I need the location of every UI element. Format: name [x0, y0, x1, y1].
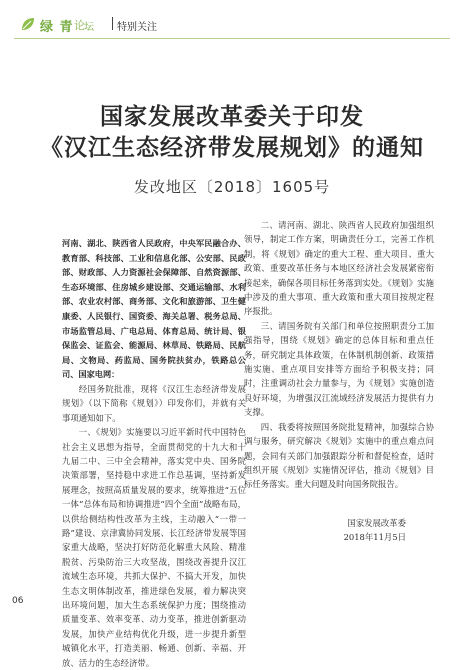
text-column-left	[62, 236, 246, 670]
document-number: 发改地区〔2018〕1605号	[133, 178, 331, 196]
paragraph-1: 一、《规划》实施要以习近平新时代中国特色社会主义思想为指导，全面贯彻党的十九大和十九届二中、三中全会精神，落实党中央、国务院决策部署，坚持稳中求进工作总基调，坚持新发展理念，按照高质量发展的要求，统筹推进“五位一体”总体布局和协调推进“四个全面”战略布局，以供给侧结构性改革为主线，主动融入“一带一路”建设、京津冀协同发展、长江经济带发展等国家重大战略，坚决打好防范化解重大风险、精准脱贫、污染防治三大攻坚战，围绕改善提升汉江流域生态环境，共抓大保护、不搞大开发，加快生态文明体制改革，推进绿色发展，着力解决突出环境问题，加大生态系统保护力度；围绕推动质量变革、效率变革、动力变革，推进创新驱动发展，加快产业结构优化升级，进一步提升新型城镇化水平，打造美丽、畅通、创新、幸福、开放、活力的生态经济带。	[62, 427, 246, 668]
article-title-line1: 国家发展改革委关于印发	[100, 104, 364, 130]
paragraph-4: 四、我委将按照国务院批复精神，加强综合协调与服务，研究解决《规划》实施中的重点难点问题，会同有关部门加强跟踪分析和督促检查，适时组织开展《规划》实施情况评估，推动《规划》目标任务落实。重大问题及时向国务院报告。	[244, 421, 434, 490]
header-divider	[112, 17, 113, 30]
leaf-icon	[20, 16, 36, 32]
magazine-logo-char: 论	[74, 19, 85, 32]
article-title-line2: 《汉江生态经济带发展规划》的通知	[40, 135, 424, 161]
signature: 国家发展改革委	[347, 517, 406, 528]
date: 2018年11月5日	[343, 532, 406, 543]
magazine-logo-char-2: 坛	[84, 22, 94, 33]
paragraph-3: 三、请国务院有关部门和单位按照职责分工加强指导，围绕《规划》确定的总体目标和重点任务，研究制定具体政策，在体制机制创新、政策措施实施、重点项目安排等方面给予积极支持；同时，注重调动社会力量参与，为《规划》实施创造良好环境，为增强汉江流域经济发展活力提供有力支撑。	[244, 320, 434, 418]
section-name: 特别关注	[117, 22, 157, 33]
text-column-right	[244, 218, 434, 545]
header-rule	[14, 38, 450, 39]
paragraph-intro: 经国务院批准，现将《汉江生态经济带发展规划》（以下简称《规划》）印发你们，并就有关事项通知如下。	[62, 383, 246, 423]
page-number: 06	[12, 596, 24, 606]
magazine-logo: 绿 青	[40, 20, 74, 35]
paragraph-2: 二、请河南、湖北、陕西省人民政府加强组织领导，制定工作方案，明确责任分工，完善工作机制，将《规划》确定的重大工程、重大项目、重大政策、重要改革任务与本地区经济社会发展紧密衔接起来，确保各项目标任务落到实处。《规划》实施中涉及的重大事项、重大政策和重大项目按规定程序报批。	[244, 220, 434, 317]
page-header	[14, 10, 450, 44]
recipients: 河南、湖北、陕西省人民政府，中央军民融合办、教育部、科技部、工业和信息化部、公安部、民政部、财政部、人力资源社会保障部、自然资源部、生态环境部、住房城乡建设部、交通运输部、水利部、农业农村部、商务部、文化和旅游部、卫生健康委、人民银行、国资委、海关总署、税务总局、市场监管总局、广电总局、体育总局、统计局、银保监会、证监会、能源局、林草局、铁路局、民航局、文物局、药监局、国务院扶贫办，铁路总公司、国家电网：	[62, 238, 246, 380]
